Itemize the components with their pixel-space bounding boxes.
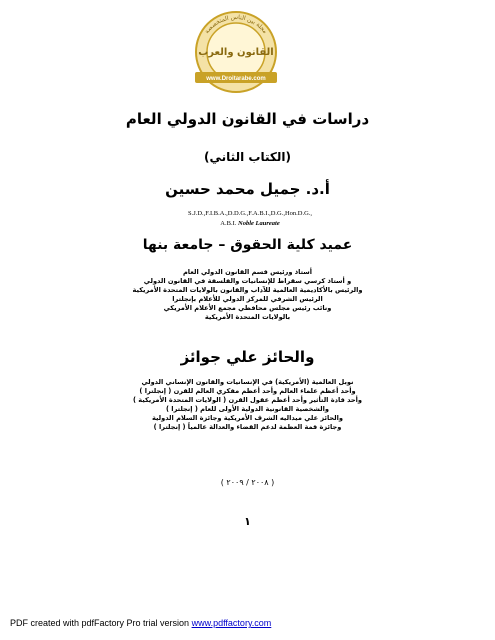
publisher-logo: [185, 8, 287, 94]
pdffactory-link[interactable]: www.pdffactory.com: [191, 618, 272, 628]
award-line: والحائز علي ميداليه الشرف الأمريكية وجائزة السلام الدولية: [151, 414, 344, 422]
award-line: نوبل العالمية (الأمريكية) في الإنسانيات والقانون الإنساني الدولي: [141, 378, 354, 386]
awards-list: [0, 378, 495, 432]
degrees-prefix: A.B.I.: [220, 220, 238, 227]
logo-url-text: www.Droitarabe.com: [206, 76, 266, 82]
edition-years: ( ٢٠٠٨ / ٢٠٠٩ ): [220, 478, 275, 487]
role-line: و أستاذ كرسي سقراط للإنسانيات والفلسفة في القانون الدولي: [143, 277, 352, 285]
role-line: ونائب رئيس مجلس محافظي مجمع الأعلام الأمريكي: [163, 304, 332, 312]
document-title: دراسات في القانون الدولي العام: [125, 110, 370, 128]
document-subtitle: (الكتاب الثاني): [204, 150, 291, 164]
award-line: وأحد قادة التأثير وأحد أعظم عقول القرن ( الولايات المتحدة الأمريكية ): [132, 396, 363, 404]
role-line: والرئيس بالأكاديمية العالمية للآداب والقانون بالولايات المتحدة الأمريكية: [132, 286, 363, 294]
page-number: ١: [244, 515, 251, 528]
pdf-footer: [10, 618, 271, 628]
footer-text: PDF created with pdfFactory Pro trial version: [10, 618, 192, 628]
noble-laureate-text: Noble Laureate: [238, 220, 280, 227]
roles-list: [0, 268, 495, 322]
author-degrees-line1: S.J.D.,F.I.B.A.,D.D.G.,F.A.B.I.,D.G.,Hon.D.G.,: [187, 210, 313, 217]
role-line: بالولايات المتحدة الأمريكية: [204, 313, 291, 321]
logo-ring-text: مجلة بين الناس المتخصصة: [203, 13, 269, 36]
logo-center-text: القانون والعرب: [198, 47, 274, 58]
awards-heading: والحائز علي جوائز: [180, 348, 315, 366]
author-degrees-line2: [160, 220, 340, 227]
author-name: أ.د. جميل محمد حسين: [165, 180, 330, 198]
award-line: وجائزة قمة العظمة لدعم القضاء والعدالة عالمياً ( إنجلترا ): [153, 423, 342, 431]
award-line: وأحد أعظم علماء العالم وأحد أعظم مفكري العالم للقرن ( إنجلترا ): [139, 387, 356, 395]
award-line: والشخصية القانونية الدولية الأولى للعام ( إنجلترا ): [166, 405, 329, 413]
role-line: الرئيس الشرفي للمركز الدولي للأعلام بإنجلترا: [172, 295, 323, 303]
role-line: أستاذ ورئيس قسم القانون الدولي العام: [182, 268, 313, 276]
dean-title: عميد كلية الحقوق – جامعة بنها: [142, 237, 353, 253]
